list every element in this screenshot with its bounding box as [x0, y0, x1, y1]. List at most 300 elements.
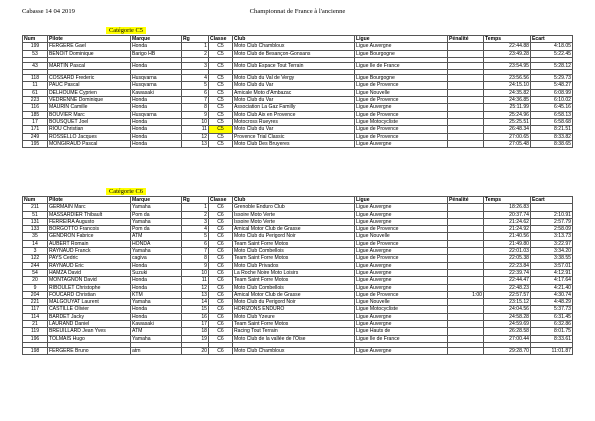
cell-temps: 23:56.56 — [484, 75, 531, 82]
cell-temps: 21:40.56 — [484, 233, 531, 240]
cell-pilote: CASTILLE Olivier — [48, 306, 131, 313]
cell-marque: Yamaha — [131, 248, 182, 255]
cell-ecart: 2:58.09 — [531, 226, 573, 233]
cell-classe: C6 — [209, 218, 233, 225]
cell-num: 223 — [23, 97, 48, 104]
cell-num: 11 — [23, 82, 48, 89]
cell-ligue: Ligue Nouvelle — [355, 89, 448, 96]
col-header-temps: Temps — [484, 197, 531, 204]
cell-classe: C6 — [209, 240, 233, 247]
cell-classe: C5 — [209, 75, 233, 82]
cell-rank: 6 — [182, 89, 209, 96]
cell-marque: Honda — [131, 62, 182, 69]
cell-num: 53 — [23, 50, 48, 57]
cell-pilote: RAYNAUD Eric — [48, 262, 131, 269]
cell-club: Moto Club du Var — [233, 126, 355, 133]
cell-club: Issoire Moto Verte — [233, 218, 355, 225]
result-row — [23, 226, 573, 233]
cell-marque: Honda — [131, 306, 182, 313]
cell-pilote: ROSSELLO Jacques — [48, 133, 131, 140]
cell-classe: C6 — [209, 269, 233, 276]
result-row — [23, 291, 573, 298]
cell-rank: 3 — [182, 62, 209, 69]
cell-ecart: 4:21.40 — [531, 284, 573, 291]
result-row — [23, 328, 573, 335]
result-row — [23, 118, 573, 125]
cell-temps: 24:58.28 — [484, 313, 531, 320]
cell-club: Moto Club de la vallée de l'Oise — [233, 335, 355, 342]
cell-rank: 3 — [182, 218, 209, 225]
cell-club: Moto Club du Perigord Noir — [233, 299, 355, 306]
cell-num: 51 — [23, 211, 48, 218]
cell-temps: 21:24.92 — [484, 226, 531, 233]
cell-temps: 22:39.74 — [484, 269, 531, 276]
cell-marque: Honda — [131, 284, 182, 291]
cell-penalite — [448, 62, 484, 69]
cell-temps: 22:01.03 — [484, 248, 531, 255]
cell-classe: C6 — [209, 204, 233, 211]
cell-ecart: 8:33.82 — [531, 133, 573, 140]
cell-rank: 9 — [182, 262, 209, 269]
cell-club: Moto Club Combellois — [233, 248, 355, 255]
cell-marque: Honda — [131, 277, 182, 284]
cell-marque: Honda — [131, 133, 182, 140]
col-header-temps: Temps — [484, 36, 531, 43]
cell-penalite — [448, 262, 484, 269]
col-header-penalite: Pénalité — [448, 36, 484, 43]
cell-classe: C5 — [209, 82, 233, 89]
cell-marque: Honda — [131, 118, 182, 125]
cell-classe: C5 — [209, 89, 233, 96]
cell-pilote: MALGOUYAT Laurent — [48, 299, 131, 306]
cell-penalite — [448, 347, 484, 354]
col-header-club: Club — [233, 36, 355, 43]
cell-temps: 25:25.51 — [484, 118, 531, 125]
cell-marque: KTM — [131, 291, 182, 298]
cell-temps: 26:48.34 — [484, 126, 531, 133]
cell-num: 114 — [23, 313, 48, 320]
cell-ligue: Ligue Auvergne — [355, 269, 448, 276]
cell-marque: Yamaha — [131, 299, 182, 306]
cell-classe: C6 — [209, 313, 233, 320]
result-row — [23, 133, 573, 140]
cell-marque: Kawasaki — [131, 89, 182, 96]
cell-rank: 7 — [182, 97, 209, 104]
cell-penalite — [448, 43, 484, 50]
cell-penalite — [448, 328, 484, 335]
cell-ligue: Ligue Auvergne — [355, 321, 448, 328]
cell-temps: 25:11.99 — [484, 104, 531, 111]
cell-num: 118 — [23, 75, 48, 82]
cell-penalite — [448, 299, 484, 306]
cell-pilote: PAYS Cedric — [48, 255, 131, 262]
cell-rank: 5 — [182, 233, 209, 240]
cell-ligue: Ligue Nouvelle — [355, 299, 448, 306]
cell-pilote: BOUVIER Marc — [48, 111, 131, 118]
cell-ligue: Ligue Auvergne — [355, 262, 448, 269]
cell-penalite — [448, 277, 484, 284]
cell-temps: 23:15.12 — [484, 299, 531, 306]
cell-ligue: Ligue Auvergne — [355, 140, 448, 147]
cell-club: Team Saint Forre Motos — [233, 321, 355, 328]
cell-rank: 10 — [182, 118, 209, 125]
cell-club: Moto Club de Besançon-Gonsans — [233, 50, 355, 57]
cell-penalite: 1:00 — [448, 291, 484, 298]
cell-pilote: BENOIT Dominique — [48, 50, 131, 57]
cell-temps: 22:05.38 — [484, 255, 531, 262]
cell-ecart: 4:18.05 — [531, 43, 573, 50]
cell-classe: C5 — [209, 43, 233, 50]
cell-club: Moto Club Espace Tout Terrain — [233, 62, 355, 69]
cell-ligue: Ligue Auvergne — [355, 284, 448, 291]
cell-rank: 1 — [182, 204, 209, 211]
cell-ligue: Ligue Auvergne — [355, 313, 448, 320]
cell-ligue: Ligue Auvergne — [355, 211, 448, 218]
cell-club: Moto Club Privados — [233, 262, 355, 269]
col-header-pilote: Pilote — [48, 36, 131, 43]
cell-temps: 24:59.69 — [484, 321, 531, 328]
cell-ligue: Ligue Nouvelle — [355, 233, 448, 240]
cell-penalite — [448, 126, 484, 133]
result-row — [23, 75, 573, 82]
cell-rank: 12 — [182, 133, 209, 140]
cell-penalite — [448, 133, 484, 140]
cell-rank: 2 — [182, 211, 209, 218]
col-header-classe: Classe — [209, 197, 233, 204]
col-header-rg: Rg — [182, 197, 209, 204]
cell-pilote: LAURAND Daniel — [48, 321, 131, 328]
cell-pilote: MONGIRAUD Pascal — [48, 140, 131, 147]
cell-penalite — [448, 313, 484, 320]
cell-temps: 22:23.84 — [484, 262, 531, 269]
cell-marque: Pom da — [131, 211, 182, 218]
cell-classe: C6 — [209, 233, 233, 240]
cell-penalite — [448, 248, 484, 255]
cell-ligue: Ligue de Provence — [355, 133, 448, 140]
cell-rank: 6 — [182, 240, 209, 247]
cell-classe: C6 — [209, 328, 233, 335]
col-header-ecart: Ecart — [531, 197, 573, 204]
col-header-marque: Marque — [131, 197, 182, 204]
result-row — [23, 284, 573, 291]
cell-pilote: BOUSQUET Joel — [48, 118, 131, 125]
cell-num: 122 — [23, 255, 48, 262]
cell-classe: C6 — [209, 291, 233, 298]
cell-marque: Yamaha — [131, 218, 182, 225]
cell-temps: 21:49.80 — [484, 240, 531, 247]
cell-classe: C5 — [209, 104, 233, 111]
cell-marque: Honda — [131, 97, 182, 104]
cell-ligue: Ligue de Provence — [355, 82, 448, 89]
result-row — [23, 240, 573, 247]
result-row — [23, 306, 573, 313]
cell-pilote: FERGERE Gael — [48, 43, 131, 50]
cell-temps: 21:24.62 — [484, 218, 531, 225]
cell-classe: C5 — [209, 111, 233, 118]
cell-pilote: MARTIN Pascal — [48, 62, 131, 69]
cell-club: Moto Club du Perigord Noir — [233, 233, 355, 240]
cell-num: 249 — [23, 133, 48, 140]
cell-penalite — [448, 321, 484, 328]
cell-penalite — [448, 233, 484, 240]
cell-ecart: 3:57.01 — [531, 262, 573, 269]
cell-club: Association La Gaz Familly — [233, 104, 355, 111]
cell-temps: 22:44.47 — [484, 277, 531, 284]
category-label-c5: Catégorie C5 — [106, 27, 146, 34]
cell-marque: HONDA — [131, 240, 182, 247]
cell-ligue: Ligue de Provence — [355, 126, 448, 133]
cell-temps: 22:57.57 — [484, 291, 531, 298]
cell-num: 198 — [23, 347, 48, 354]
cell-temps: 25:24.96 — [484, 111, 531, 118]
cell-num: 17 — [23, 118, 48, 125]
cell-pilote: HAMZA David — [48, 269, 131, 276]
cell-ecart: 5:22.45 — [531, 50, 573, 57]
event-date-location: Cabasse 14 04 2019 — [22, 8, 75, 15]
cell-classe: C5 — [209, 118, 233, 125]
cell-classe: C5 — [209, 50, 233, 57]
cell-ecart: 4:48.29 — [531, 299, 573, 306]
cell-pilote: FOUCARD Christian — [48, 291, 131, 298]
result-row — [23, 255, 573, 262]
cell-club: Moto Club du Var — [233, 97, 355, 104]
result-row — [23, 218, 573, 225]
cell-ligue: Ligue Motocycliste — [355, 118, 448, 125]
cell-rank: 17 — [182, 321, 209, 328]
cell-ligue: Ligue Bourgogne — [355, 75, 448, 82]
cell-temps: 20:37.74 — [484, 211, 531, 218]
col-header-club: Club — [233, 197, 355, 204]
table-header-row — [23, 197, 573, 204]
result-row — [23, 140, 573, 147]
cell-rank: 5 — [182, 82, 209, 89]
result-row — [23, 248, 573, 255]
cell-club: Issoire Moto Verte — [233, 211, 355, 218]
cell-ecart: 5:28.12 — [531, 62, 573, 69]
cell-ecart: 8:38.65 — [531, 140, 573, 147]
cell-club: Moto Club Aix en Provence — [233, 111, 355, 118]
cell-penalite — [448, 104, 484, 111]
result-row — [23, 62, 573, 69]
cell-penalite — [448, 118, 484, 125]
result-row — [23, 233, 573, 240]
cell-marque: Honda — [131, 140, 182, 147]
cell-pilote: BREUILLARD Jean Yves — [48, 328, 131, 335]
cell-ligue: Ligue Auvergne — [355, 277, 448, 284]
cell-marque: atm — [131, 347, 182, 354]
col-header-num: Num — [23, 197, 48, 204]
cell-ligue: Ligue Auvergne — [355, 43, 448, 50]
cell-club: Team Saint Forre Motos — [233, 240, 355, 247]
cell-classe: C6 — [209, 248, 233, 255]
cell-rank: 8 — [182, 255, 209, 262]
cell-pilote: FERGERE Bruno — [48, 347, 131, 354]
cell-pilote: RIOU Christian — [48, 126, 131, 133]
cell-marque: Pom da — [131, 226, 182, 233]
cell-num: 196 — [23, 335, 48, 342]
cell-marque: Barigo HB — [131, 50, 182, 57]
cell-marque: Husqvarna — [131, 111, 182, 118]
cell-ligue: Ligue Auvergne — [355, 248, 448, 255]
cell-pilote: MASSARDIER Thibault — [48, 211, 131, 218]
cell-ecart: 6:32.86 — [531, 321, 573, 328]
cell-num: 14 — [23, 240, 48, 247]
result-row — [23, 321, 573, 328]
cell-rank: 13 — [182, 140, 209, 147]
col-header-marque: Marque — [131, 36, 182, 43]
cell-club: Team Saint Forre Motos — [233, 255, 355, 262]
result-row — [23, 277, 573, 284]
col-header-ecart: Ecart — [531, 36, 573, 43]
cell-num: 133 — [23, 226, 48, 233]
cell-marque: cagiva — [131, 255, 182, 262]
cell-marque: Honda — [131, 43, 182, 50]
cell-penalite — [448, 50, 484, 57]
cell-ligue: Ligue Auvergne — [355, 347, 448, 354]
cell-num: 20 — [23, 277, 48, 284]
result-row — [23, 299, 573, 306]
cell-pilote: TOLMAIS Hugo — [48, 335, 131, 342]
result-row — [23, 262, 573, 269]
cell-num: 119 — [23, 328, 48, 335]
result-row — [23, 111, 573, 118]
cell-num: 54 — [23, 269, 48, 276]
cell-num: 21 — [23, 321, 48, 328]
cell-classe: C5 — [209, 97, 233, 104]
cell-classe: C5 — [209, 62, 233, 69]
cell-temps: 24:35.82 — [484, 89, 531, 96]
cell-ecart: 6:10.02 — [531, 97, 573, 104]
cell-rank: 4 — [182, 75, 209, 82]
cell-club: HORIZONS ENDURO — [233, 306, 355, 313]
cell-penalite — [448, 89, 484, 96]
cell-temps: 22:44.88 — [484, 43, 531, 50]
cell-rank: 20 — [182, 347, 209, 354]
cell-marque: Honda — [131, 126, 182, 133]
result-row — [23, 313, 573, 320]
cell-num: 9 — [23, 284, 48, 291]
cell-marque: Yamaha — [131, 204, 182, 211]
cell-rank: 16 — [182, 313, 209, 320]
cell-ecart: 4:17.64 — [531, 277, 573, 284]
cell-marque: Yamaha — [131, 335, 182, 342]
cell-temps: 27:00.65 — [484, 133, 531, 140]
cell-pilote: MAURIN Camille — [48, 104, 131, 111]
cell-rank: 11 — [182, 277, 209, 284]
cell-ecart: 3:22.97 — [531, 240, 573, 247]
cell-rank: 1 — [182, 43, 209, 50]
cell-ligue: Ligue Motocycliste — [355, 306, 448, 313]
result-row — [23, 126, 573, 133]
cell-ligue: Ligue de Provence — [355, 111, 448, 118]
cell-temps: 23:49.28 — [484, 50, 531, 57]
cell-ligue: Ligue de Provence — [355, 240, 448, 247]
cell-rank: 11 — [182, 126, 209, 133]
cell-ligue: Ligue Ile de France — [355, 62, 448, 69]
cell-club: Moto Club Chambloux — [233, 347, 355, 354]
cell-club: Grenoble Enduro Club — [233, 204, 355, 211]
cell-penalite — [448, 226, 484, 233]
cell-ligue: Ligue Auvergne — [355, 104, 448, 111]
cell-ecart: 3:13.73 — [531, 233, 573, 240]
cell-pilote: AUBERT Romain — [48, 240, 131, 247]
cell-classe: C5 — [209, 133, 233, 140]
cell-num: 61 — [23, 89, 48, 96]
result-row — [23, 97, 573, 104]
cell-ecart: 3:38.55 — [531, 255, 573, 262]
cell-rank: 8 — [182, 104, 209, 111]
cell-ligue: Ligue Auvergne — [355, 204, 448, 211]
cell-num: 204 — [23, 291, 48, 298]
col-header-rg: Rg — [182, 36, 209, 43]
cell-rank: 18 — [182, 328, 209, 335]
cell-temps: 23:54.95 — [484, 62, 531, 69]
result-row — [23, 89, 573, 96]
cell-temps: 18:26.83 — [484, 204, 531, 211]
col-header-num: Num — [23, 36, 48, 43]
cell-penalite — [448, 111, 484, 118]
cell-num: 171 — [23, 126, 48, 133]
cell-num: 131 — [23, 218, 48, 225]
cell-club: Moto Club du Val de Vergy — [233, 75, 355, 82]
cell-temps: 26:28.58 — [484, 328, 531, 335]
cell-temps: 24:36.85 — [484, 97, 531, 104]
cell-num: 43 — [23, 62, 48, 69]
cell-pilote: RAYNAUD Franck — [48, 248, 131, 255]
cell-club: Moto Club du Var — [233, 82, 355, 89]
cell-pilote: GENDRON Fabrice — [48, 233, 131, 240]
cell-penalite — [448, 218, 484, 225]
cell-ecart: 4:12.91 — [531, 269, 573, 276]
col-header-pilote: Pilote — [48, 197, 131, 204]
cell-ligue: Ligue Hauts de — [355, 328, 448, 335]
cell-classe: C6 — [209, 277, 233, 284]
cell-penalite — [448, 269, 484, 276]
cell-marque: Honda — [131, 313, 182, 320]
results-table-c6 — [22, 196, 573, 355]
cell-club: Provence Trial Classic — [233, 133, 355, 140]
results-table-c5 — [22, 35, 573, 148]
cell-penalite — [448, 82, 484, 89]
cell-num: 211 — [23, 204, 48, 211]
cell-club: Moto Club Des Bruyeres — [233, 140, 355, 147]
cell-pilote: MONTAGNON David — [48, 277, 131, 284]
cell-ecart: 5:48.27 — [531, 82, 573, 89]
result-row — [23, 269, 573, 276]
result-row — [23, 43, 573, 50]
cell-classe: C6 — [209, 335, 233, 342]
cell-rank: 4 — [182, 226, 209, 233]
cell-penalite — [448, 240, 484, 247]
cell-ecart: 6:31.45 — [531, 313, 573, 320]
cell-club: Moto Club Chambloux — [233, 43, 355, 50]
cell-rank: 12 — [182, 284, 209, 291]
cell-num: 35 — [23, 233, 48, 240]
table-header-row — [23, 36, 573, 43]
cell-marque: ATM — [131, 328, 182, 335]
cell-ecart: 8:21.51 — [531, 126, 573, 133]
cell-club: Racing Tout Terrain — [233, 328, 355, 335]
cell-ligue: Ligue de Provence — [355, 255, 448, 262]
cell-pilote: DELHOUME Cyprien — [48, 89, 131, 96]
cell-club: Moto Club Combellois — [233, 284, 355, 291]
result-row — [23, 104, 573, 111]
cell-penalite — [448, 140, 484, 147]
cell-marque: Suzuki — [131, 269, 182, 276]
cell-ligue: Ligue de Provence — [355, 97, 448, 104]
cell-ecart: 3:34.20 — [531, 248, 573, 255]
cell-rank: 14 — [182, 299, 209, 306]
